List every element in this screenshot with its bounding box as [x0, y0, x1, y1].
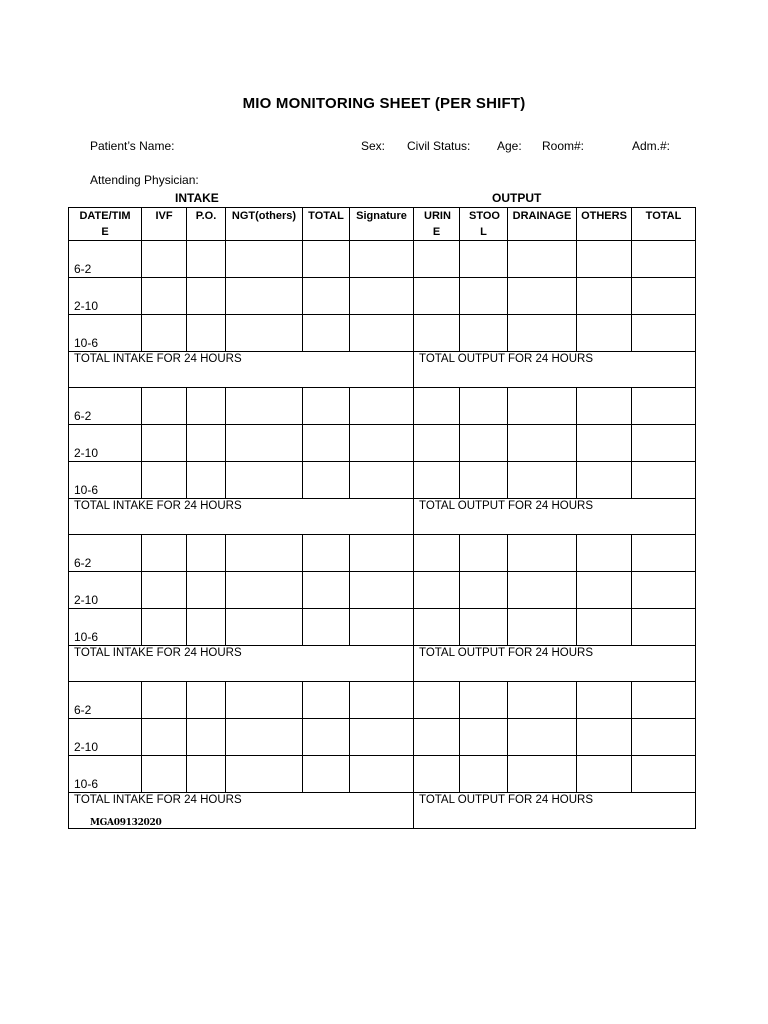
- entry-cell[interactable]: [350, 572, 414, 609]
- adm-label: Adm.#:: [632, 139, 671, 153]
- entry-cell[interactable]: [508, 241, 577, 278]
- entry-cell[interactable]: [577, 241, 632, 278]
- header-row: [69, 208, 696, 241]
- entry-cell[interactable]: [460, 425, 508, 462]
- entry-cell[interactable]: [350, 719, 414, 756]
- entry-cell[interactable]: [226, 278, 303, 315]
- entry-cell[interactable]: [508, 462, 577, 499]
- entry-cell[interactable]: [350, 609, 414, 646]
- total-output-label: TOTAL OUTPUT FOR 24 HOURS: [414, 646, 696, 682]
- entry-cell[interactable]: [414, 241, 460, 278]
- entry-cell[interactable]: [414, 315, 460, 352]
- entry-cell[interactable]: [303, 572, 350, 609]
- total-intake-label: TOTAL INTAKE FOR 24 HOURS: [69, 352, 414, 388]
- col-ngt: NGT(others): [226, 208, 303, 241]
- col-signature: Signature: [350, 208, 414, 241]
- entry-cell[interactable]: [303, 535, 350, 572]
- entry-cell[interactable]: [226, 462, 303, 499]
- shift-label: 10-6: [69, 315, 142, 352]
- shift-row: [69, 278, 696, 315]
- shift-label: 2-10: [69, 719, 142, 756]
- entry-cell[interactable]: [187, 535, 226, 572]
- entry-cell[interactable]: [508, 609, 577, 646]
- entry-cell[interactable]: [577, 388, 632, 425]
- entry-cell[interactable]: [632, 278, 696, 315]
- shift-label: 6-2: [69, 535, 142, 572]
- entry-cell[interactable]: [460, 241, 508, 278]
- entry-cell[interactable]: [414, 535, 460, 572]
- entry-cell[interactable]: [508, 278, 577, 315]
- entry-cell[interactable]: [414, 756, 460, 793]
- entry-cell[interactable]: [460, 278, 508, 315]
- entry-cell[interactable]: [632, 535, 696, 572]
- shift-row: [69, 682, 696, 719]
- entry-cell[interactable]: [414, 462, 460, 499]
- total-intake-label: TOTAL INTAKE FOR 24 HOURS: [69, 646, 414, 682]
- shift-row: [69, 572, 696, 609]
- col-drainage: DRAINAGE: [508, 208, 577, 241]
- entry-cell[interactable]: [460, 315, 508, 352]
- entry-cell[interactable]: [414, 572, 460, 609]
- entry-cell[interactable]: [187, 572, 226, 609]
- shift-row: [69, 756, 696, 793]
- entry-cell[interactable]: [142, 535, 187, 572]
- shift-label: 10-6: [69, 756, 142, 793]
- shift-row: [69, 241, 696, 278]
- form-code: MGA09132020: [90, 818, 162, 828]
- entry-cell[interactable]: [460, 609, 508, 646]
- entry-cell[interactable]: [632, 682, 696, 719]
- output-section-label: OUTPUT: [492, 191, 542, 205]
- entry-cell[interactable]: [577, 572, 632, 609]
- col-date-time: DATE/TIM E: [69, 208, 142, 241]
- entry-cell[interactable]: [350, 278, 414, 315]
- col-total-output: TOTAL: [632, 208, 696, 241]
- entry-cell[interactable]: [142, 425, 187, 462]
- entry-cell[interactable]: [577, 425, 632, 462]
- col-ivf: IVF: [142, 208, 187, 241]
- entry-cell[interactable]: [142, 388, 187, 425]
- entry-cell[interactable]: [303, 241, 350, 278]
- col-total-intake: TOTAL: [303, 208, 350, 241]
- entry-cell[interactable]: [142, 315, 187, 352]
- entry-cell[interactable]: [350, 425, 414, 462]
- entry-cell[interactable]: [226, 682, 303, 719]
- col-stool: STOO L: [460, 208, 508, 241]
- entry-cell[interactable]: [577, 609, 632, 646]
- entry-cell[interactable]: [508, 425, 577, 462]
- entry-cell[interactable]: [350, 682, 414, 719]
- shift-label: 6-2: [69, 241, 142, 278]
- shift-row: [69, 719, 696, 756]
- entry-cell[interactable]: [414, 682, 460, 719]
- entry-cell[interactable]: [414, 609, 460, 646]
- entry-cell[interactable]: [350, 535, 414, 572]
- entry-cell[interactable]: [226, 241, 303, 278]
- entry-cell[interactable]: [350, 388, 414, 425]
- shift-row: [69, 535, 696, 572]
- entry-cell[interactable]: [460, 462, 508, 499]
- entry-cell[interactable]: [303, 719, 350, 756]
- entry-cell[interactable]: [508, 682, 577, 719]
- total-intake-label: TOTAL INTAKE FOR 24 HOURS: [69, 793, 414, 829]
- age-label: Age:: [497, 139, 522, 153]
- shift-row: [69, 609, 696, 646]
- shift-label: 10-6: [69, 609, 142, 646]
- room-label: Room#:: [542, 139, 585, 153]
- entry-cell[interactable]: [632, 609, 696, 646]
- entry-cell[interactable]: [632, 315, 696, 352]
- monitoring-table: [68, 207, 696, 829]
- shift-row: [69, 462, 696, 499]
- shift-row: [69, 388, 696, 425]
- entry-cell[interactable]: [226, 609, 303, 646]
- total-row: [69, 499, 696, 535]
- entry-cell[interactable]: [414, 425, 460, 462]
- entry-cell[interactable]: [577, 462, 632, 499]
- entry-cell[interactable]: [577, 682, 632, 719]
- total-output-label: TOTAL OUTPUT FOR 24 HOURS: [414, 352, 696, 388]
- entry-cell[interactable]: [187, 388, 226, 425]
- entry-cell[interactable]: [187, 609, 226, 646]
- entry-cell[interactable]: [632, 425, 696, 462]
- entry-cell[interactable]: [460, 388, 508, 425]
- col-urine: URIN E: [414, 208, 460, 241]
- entry-cell[interactable]: [142, 572, 187, 609]
- entry-cell[interactable]: [350, 315, 414, 352]
- sex-label: Sex:: [361, 139, 386, 153]
- entry-cell[interactable]: [632, 572, 696, 609]
- entry-cell[interactable]: [187, 278, 226, 315]
- shift-label: 2-10: [69, 425, 142, 462]
- entry-cell[interactable]: [142, 719, 187, 756]
- entry-cell[interactable]: [460, 682, 508, 719]
- entry-cell[interactable]: [226, 425, 303, 462]
- entry-cell[interactable]: [142, 462, 187, 499]
- entry-cell[interactable]: [414, 388, 460, 425]
- entry-cell[interactable]: [632, 462, 696, 499]
- shift-label: 6-2: [69, 388, 142, 425]
- entry-cell[interactable]: [187, 241, 226, 278]
- entry-cell[interactable]: [350, 462, 414, 499]
- total-row: [69, 352, 696, 388]
- shift-row: [69, 315, 696, 352]
- entry-cell[interactable]: [187, 719, 226, 756]
- shift-label: 6-2: [69, 682, 142, 719]
- entry-cell[interactable]: [632, 756, 696, 793]
- intake-section-label: INTAKE: [175, 191, 219, 205]
- entry-cell[interactable]: [226, 535, 303, 572]
- entry-cell[interactable]: [414, 278, 460, 315]
- entry-cell[interactable]: [508, 388, 577, 425]
- entry-cell[interactable]: [577, 719, 632, 756]
- total-output-label: TOTAL OUTPUT FOR 24 HOURS: [414, 499, 696, 535]
- entry-cell[interactable]: [577, 278, 632, 315]
- total-row: [69, 793, 696, 829]
- col-others: OTHERS: [577, 208, 632, 241]
- total-output-label: TOTAL OUTPUT FOR 24 HOURS: [414, 793, 696, 829]
- entry-cell[interactable]: [187, 462, 226, 499]
- total-intake-label: TOTAL INTAKE FOR 24 HOURS: [69, 499, 414, 535]
- entry-cell[interactable]: [460, 535, 508, 572]
- civil-status-label: Civil Status:: [407, 139, 471, 153]
- entry-cell[interactable]: [187, 315, 226, 352]
- entry-cell[interactable]: [460, 719, 508, 756]
- entry-cell[interactable]: [460, 756, 508, 793]
- entry-cell[interactable]: [226, 388, 303, 425]
- shift-label: 10-6: [69, 462, 142, 499]
- entry-cell[interactable]: [303, 278, 350, 315]
- entry-cell[interactable]: [226, 719, 303, 756]
- entry-cell[interactable]: [303, 462, 350, 499]
- page-title: MIO MONITORING SHEET (PER SHIFT): [242, 95, 526, 112]
- entry-cell[interactable]: [142, 756, 187, 793]
- entry-cell[interactable]: [508, 535, 577, 572]
- entry-cell[interactable]: [142, 609, 187, 646]
- entry-cell[interactable]: [303, 315, 350, 352]
- attending-physician-label: Attending Physician:: [90, 173, 199, 187]
- entry-cell[interactable]: [187, 756, 226, 793]
- entry-cell[interactable]: [577, 315, 632, 352]
- entry-cell[interactable]: [226, 572, 303, 609]
- patient-name-label: Patient’s Name:: [90, 139, 175, 153]
- entry-cell[interactable]: [226, 315, 303, 352]
- entry-cell[interactable]: [350, 756, 414, 793]
- entry-cell[interactable]: [508, 315, 577, 352]
- total-row: [69, 646, 696, 682]
- entry-cell[interactable]: [508, 719, 577, 756]
- entry-cell[interactable]: [303, 425, 350, 462]
- entry-cell[interactable]: [508, 756, 577, 793]
- entry-cell[interactable]: [303, 756, 350, 793]
- entry-cell[interactable]: [577, 535, 632, 572]
- entry-cell[interactable]: [632, 241, 696, 278]
- entry-cell[interactable]: [142, 682, 187, 719]
- entry-cell[interactable]: [303, 609, 350, 646]
- col-po: P.O.: [187, 208, 226, 241]
- entry-cell[interactable]: [226, 756, 303, 793]
- entry-cell[interactable]: [508, 572, 577, 609]
- shift-label: 2-10: [69, 572, 142, 609]
- entry-cell[interactable]: [632, 388, 696, 425]
- entry-cell[interactable]: [350, 241, 414, 278]
- entry-cell[interactable]: [632, 719, 696, 756]
- entry-cell[interactable]: [414, 719, 460, 756]
- shift-label: 2-10: [69, 278, 142, 315]
- entry-cell[interactable]: [460, 572, 508, 609]
- entry-cell[interactable]: [303, 388, 350, 425]
- entry-cell[interactable]: [187, 425, 226, 462]
- entry-cell[interactable]: [577, 756, 632, 793]
- entry-cell[interactable]: [187, 682, 226, 719]
- entry-cell[interactable]: [142, 241, 187, 278]
- entry-cell[interactable]: [142, 278, 187, 315]
- shift-row: [69, 425, 696, 462]
- entry-cell[interactable]: [303, 682, 350, 719]
